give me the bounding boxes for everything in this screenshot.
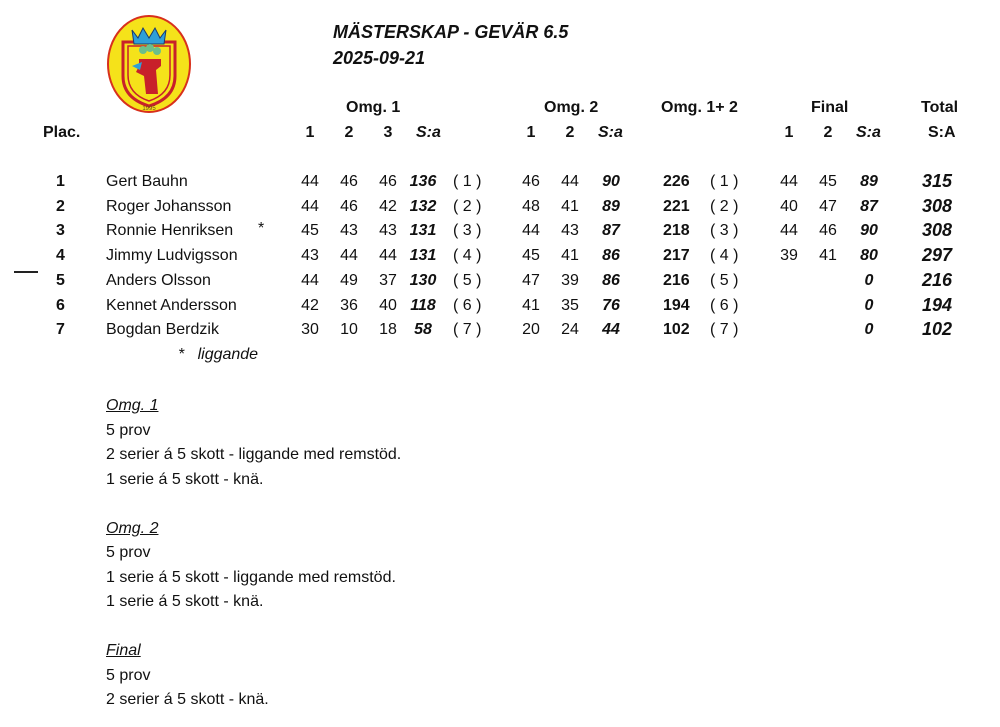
header-omg1-s1: 1 <box>305 124 315 141</box>
row-total: 194 <box>922 294 953 315</box>
note-line: 1 serie á 5 skott - knä. <box>106 470 264 488</box>
row-name: Gert Bauhn <box>106 173 188 190</box>
header-omg2-s2: 2 <box>565 124 575 141</box>
row-omg12-rank: ( 2 ) <box>710 197 739 215</box>
row-omg1-s1: 43 <box>301 247 319 265</box>
header-omg1-s3: 3 <box>383 124 393 141</box>
row-plac: 3 <box>56 222 65 240</box>
row-omg1-rank: ( 6 ) <box>453 296 482 314</box>
note-line: 5 prov <box>106 666 151 684</box>
row-total: 308 <box>922 195 953 216</box>
note-line: 5 prov <box>106 544 151 561</box>
row-omg1-s2: 46 <box>340 197 358 215</box>
row-omg1-rank: ( 4 ) <box>453 247 482 265</box>
row-omg1-rank: ( 3 ) <box>453 222 482 240</box>
header-omg12: Omg. 1+ 2 <box>661 99 738 116</box>
row-omg1-s3: 43 <box>379 222 397 240</box>
row-final-s1: 40 <box>780 197 798 215</box>
row-omg12-rank: ( 7 ) <box>710 321 739 339</box>
row-omg12-sum: 221 <box>663 197 690 215</box>
row-omg1-rank: ( 5 ) <box>453 271 482 289</box>
row-final-sum: 87 <box>860 197 878 215</box>
header-final-sum: S:a <box>856 124 881 141</box>
row-final-sum: 89 <box>860 173 878 190</box>
row-omg1-sum: 132 <box>409 197 437 215</box>
row-final-s1: 39 <box>780 247 798 265</box>
row-name: Ronnie Henriksen <box>106 222 234 240</box>
row-plac: 5 <box>56 271 65 289</box>
row-omg1-s1: 44 <box>301 197 319 215</box>
row-total: 308 <box>922 220 953 241</box>
row-total: 102 <box>922 319 953 340</box>
footnote-mark: * <box>178 346 185 363</box>
row-plac: 4 <box>56 247 65 265</box>
row-omg12-rank: ( 5 ) <box>710 271 739 289</box>
row-omg1-s1: 44 <box>301 271 319 289</box>
row-omg1-sum: 118 <box>410 296 436 314</box>
row-omg12-sum: 226 <box>663 173 690 190</box>
row-omg1-s3: 40 <box>379 296 397 314</box>
row-omg1-s2: 36 <box>340 296 358 314</box>
row-omg2-sum: 86 <box>602 247 620 265</box>
note-line: 1 serie á 5 skott - liggande med remstöd. <box>106 568 396 586</box>
row-omg2-sum: 89 <box>602 197 620 215</box>
row-final-s2: 47 <box>819 197 837 215</box>
event-date: 2025-09-21 <box>333 48 426 68</box>
row-final-s1: 44 <box>780 222 798 240</box>
row-omg1-s2: 10 <box>340 321 358 339</box>
header-omg2: Omg. 2 <box>544 99 599 116</box>
header-omg2-s1: 1 <box>526 124 536 141</box>
note-line: 5 prov <box>106 421 151 439</box>
row-omg12-sum: 218 <box>663 222 690 240</box>
header-final: Final <box>811 99 849 116</box>
row-omg1-sum: 131 <box>409 247 437 265</box>
row-mark: * <box>258 220 265 238</box>
row-omg1-s2: 43 <box>340 222 358 240</box>
row-omg1-s3: 46 <box>379 173 397 190</box>
note-heading: Final <box>106 642 141 659</box>
row-total: 297 <box>922 245 953 266</box>
row-omg12-sum: 216 <box>663 271 690 289</box>
row-omg1-sum: 136 <box>409 173 437 190</box>
row-total: 216 <box>922 269 953 290</box>
row-omg2-s2: 41 <box>561 197 579 215</box>
row-omg12-rank: ( 6 ) <box>710 296 739 314</box>
header-final-s2: 2 <box>823 124 833 141</box>
header-total-sa: S:A <box>928 124 956 141</box>
row-omg1-s3: 42 <box>379 197 397 215</box>
row-omg2-s1: 47 <box>522 271 540 289</box>
row-omg2-s2: 43 <box>561 222 579 240</box>
row-omg2-sum: 87 <box>602 222 620 240</box>
row-omg1-rank: ( 7 ) <box>453 321 482 339</box>
svg-text:1995: 1995 <box>142 106 156 112</box>
row-omg1-s3: 37 <box>379 271 397 289</box>
row-omg2-sum: 76 <box>602 296 620 314</box>
header-omg1-s2: 2 <box>344 124 354 141</box>
row-omg2-sum: 90 <box>602 173 620 190</box>
row-omg1-s3: 18 <box>379 321 397 339</box>
row-omg2-s1: 20 <box>522 321 540 339</box>
row-final-sum: 0 <box>864 296 874 314</box>
row-omg1-s2: 49 <box>340 271 358 289</box>
row-omg1-rank: ( 2 ) <box>453 197 482 215</box>
row-plac: 1 <box>56 173 65 190</box>
row-final-sum: 0 <box>864 321 874 339</box>
row-omg2-s1: 45 <box>522 247 540 265</box>
row-final-sum: 0 <box>864 271 874 289</box>
margin-mark <box>14 271 38 273</box>
row-omg12-sum: 102 <box>663 321 690 339</box>
row-name: Kennet Andersson <box>106 296 237 314</box>
row-omg12-rank: ( 3 ) <box>710 222 739 240</box>
row-omg1-sum: 131 <box>409 222 437 240</box>
row-omg2-s1: 46 <box>522 173 540 190</box>
row-omg1-sum: 130 <box>409 271 437 289</box>
row-omg12-sum: 194 <box>663 296 690 314</box>
row-omg2-s2: 24 <box>561 321 579 339</box>
row-omg1-rank: ( 1 ) <box>453 173 482 190</box>
row-omg2-s2: 35 <box>561 296 579 314</box>
note-line: 1 serie á 5 skott - knä. <box>106 593 264 610</box>
note-heading: Omg. 1 <box>106 397 159 414</box>
row-name: Bogdan Berdzik <box>106 321 219 339</box>
note-line: 2 serier á 5 skott - knä. <box>106 691 269 708</box>
header-omg2-sum: S:a <box>598 124 623 141</box>
row-final-s2: 45 <box>819 173 837 190</box>
row-final-sum: 90 <box>860 222 878 240</box>
footnote <box>178 346 258 364</box>
row-plac: 6 <box>56 296 65 314</box>
row-omg2-s2: 41 <box>561 247 579 265</box>
row-omg12-rank: ( 4 ) <box>710 247 739 265</box>
row-final-s2: 46 <box>819 222 837 240</box>
row-omg2-s1: 48 <box>522 197 540 215</box>
header-final-s1: 1 <box>784 124 794 141</box>
row-total: 315 <box>922 171 953 191</box>
row-omg1-s1: 45 <box>301 222 319 240</box>
row-omg2-s1: 41 <box>522 296 540 314</box>
row-final-s1: 44 <box>780 173 798 190</box>
row-omg1-s1: 30 <box>301 321 319 339</box>
row-omg1-s2: 46 <box>340 173 358 190</box>
row-omg12-sum: 217 <box>663 247 690 265</box>
row-name: Anders Olsson <box>106 271 211 289</box>
row-omg12-rank: ( 1 ) <box>710 173 739 190</box>
row-final-s2: 41 <box>819 247 837 265</box>
row-plac: 7 <box>56 321 65 339</box>
row-omg1-s2: 44 <box>340 247 358 265</box>
row-name: Roger Johansson <box>106 197 232 215</box>
row-omg1-s3: 44 <box>379 247 397 265</box>
row-omg1-sum: 58 <box>414 321 432 339</box>
club-crest-icon <box>106 14 192 114</box>
row-omg1-s1: 42 <box>301 296 319 314</box>
row-omg2-sum: 44 <box>602 321 620 339</box>
footnote-text: liggande <box>197 346 259 363</box>
row-final-sum: 80 <box>860 247 878 265</box>
header-total: Total <box>921 99 959 116</box>
page-title: MÄSTERSKAP - GEVÄR 6.5 <box>333 22 569 42</box>
header-plac: Plac. <box>43 124 81 141</box>
header-omg1: Omg. 1 <box>346 99 401 116</box>
row-omg2-s2: 39 <box>561 271 579 289</box>
row-omg1-s1: 44 <box>301 173 319 190</box>
row-omg2-s1: 44 <box>522 222 540 240</box>
row-plac: 2 <box>56 197 65 215</box>
note-heading: Omg. 2 <box>106 519 159 537</box>
row-omg2-s2: 44 <box>561 173 579 190</box>
header-omg1-sum: S:a <box>416 124 441 141</box>
row-omg2-sum: 86 <box>602 271 620 289</box>
row-name: Jimmy Ludvigsson <box>106 247 238 265</box>
note-line: 2 serier á 5 skott - liggande med remstöd. <box>106 446 402 463</box>
